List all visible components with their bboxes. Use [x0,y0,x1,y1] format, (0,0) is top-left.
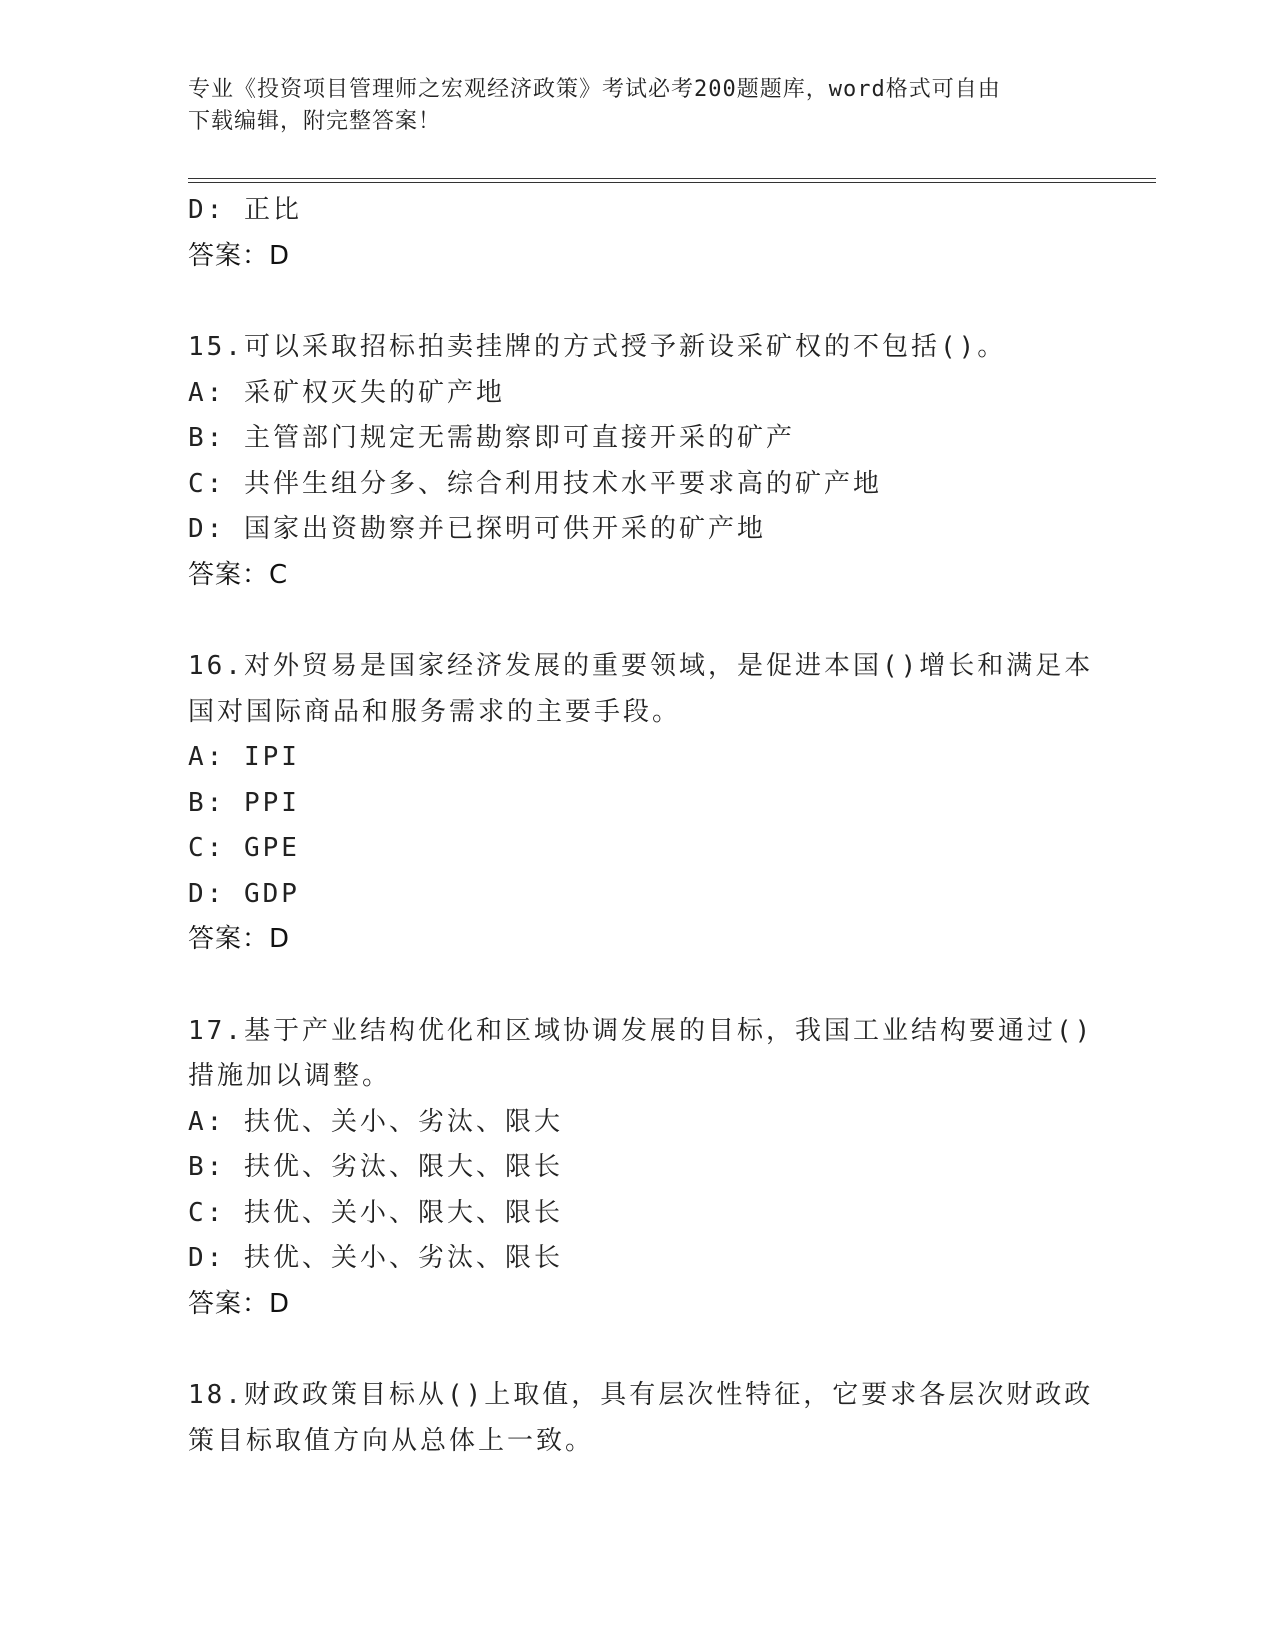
question-18-stem-line-2: 策目标取值方向从总体上一致。 [188,1425,595,1456]
question-15-option-d: D: 国家出资勘察并已探明可供开采的矿产地 [188,514,766,544]
question-15-option-b: B: 主管部门规定无需勘察即可直接开采的矿产 [188,423,795,453]
question-16-option-a: A: IPI [188,742,300,772]
question-16-answer: 答案：D [188,924,291,954]
question-16-option-d: D: GDP [188,878,300,909]
prev-option-d: D: 正比 [188,195,302,225]
question-17-answer: 答案：D [188,1288,291,1319]
prev-answer: 答案：D [188,240,291,271]
question-15-stem: 15.可以采取招标拍卖挂牌的方式授予新设采矿权的不包括()。 [188,332,1007,362]
header-line-1: 专业《投资项目管理师之宏观经济政策》考试必考200题题库，word格式可自由 [188,77,1001,102]
spacer [188,279,1088,325]
question-17-option-b: B: 扶优、劣汰、限大、限长 [188,1152,563,1182]
question-16-option-c: C: GPE [188,833,300,863]
question-15 [188,325,1088,598]
question-17-stem-line-1: 17.基于产业结构优化和区域协调发展的目标，我国工业结构要通过() [188,1015,1094,1046]
spacer [188,963,1088,1009]
document-header [188,74,1068,138]
header-divider-bottom [188,182,1156,183]
question-17-option-d: D: 扶优、关小、劣汰、限长 [188,1243,563,1273]
spacer [188,598,1088,644]
header-line-2: 下载编辑，附完整答案！ [188,109,442,134]
header-divider-top [188,178,1156,179]
question-17 [188,1009,1094,1328]
question-16-stem-line-1: 16.对外贸易是国家经济发展的重要领域，是促进本国()增长和满足本 [188,651,1094,681]
question-18-stem-line-1: 18.财政政策目标从()上取值，具有层次性特征，它要求各层次财政政 [188,1380,1094,1410]
question-16 [188,644,1094,963]
question-list [188,188,1094,1464]
question-15-option-a: A: 采矿权灭失的矿产地 [188,377,505,408]
question-17-stem-line-2: 措施加以调整。 [188,1061,392,1091]
question-16-stem-line-2: 国对国际商品和服务需求的主要手段。 [188,696,682,727]
question-15-option-c: C: 共伴生组分多、综合利用技术水平要求高的矿产地 [188,468,882,499]
question-16-option-b: B: PPI [188,787,300,818]
question-18 [188,1373,1094,1464]
question-17-option-a: A: 扶优、关小、劣汰、限大 [188,1106,563,1137]
question-15-answer: 答案：C [188,559,289,590]
question-17-option-c: C: 扶优、关小、限大、限长 [188,1197,563,1228]
spacer [188,1327,1088,1373]
